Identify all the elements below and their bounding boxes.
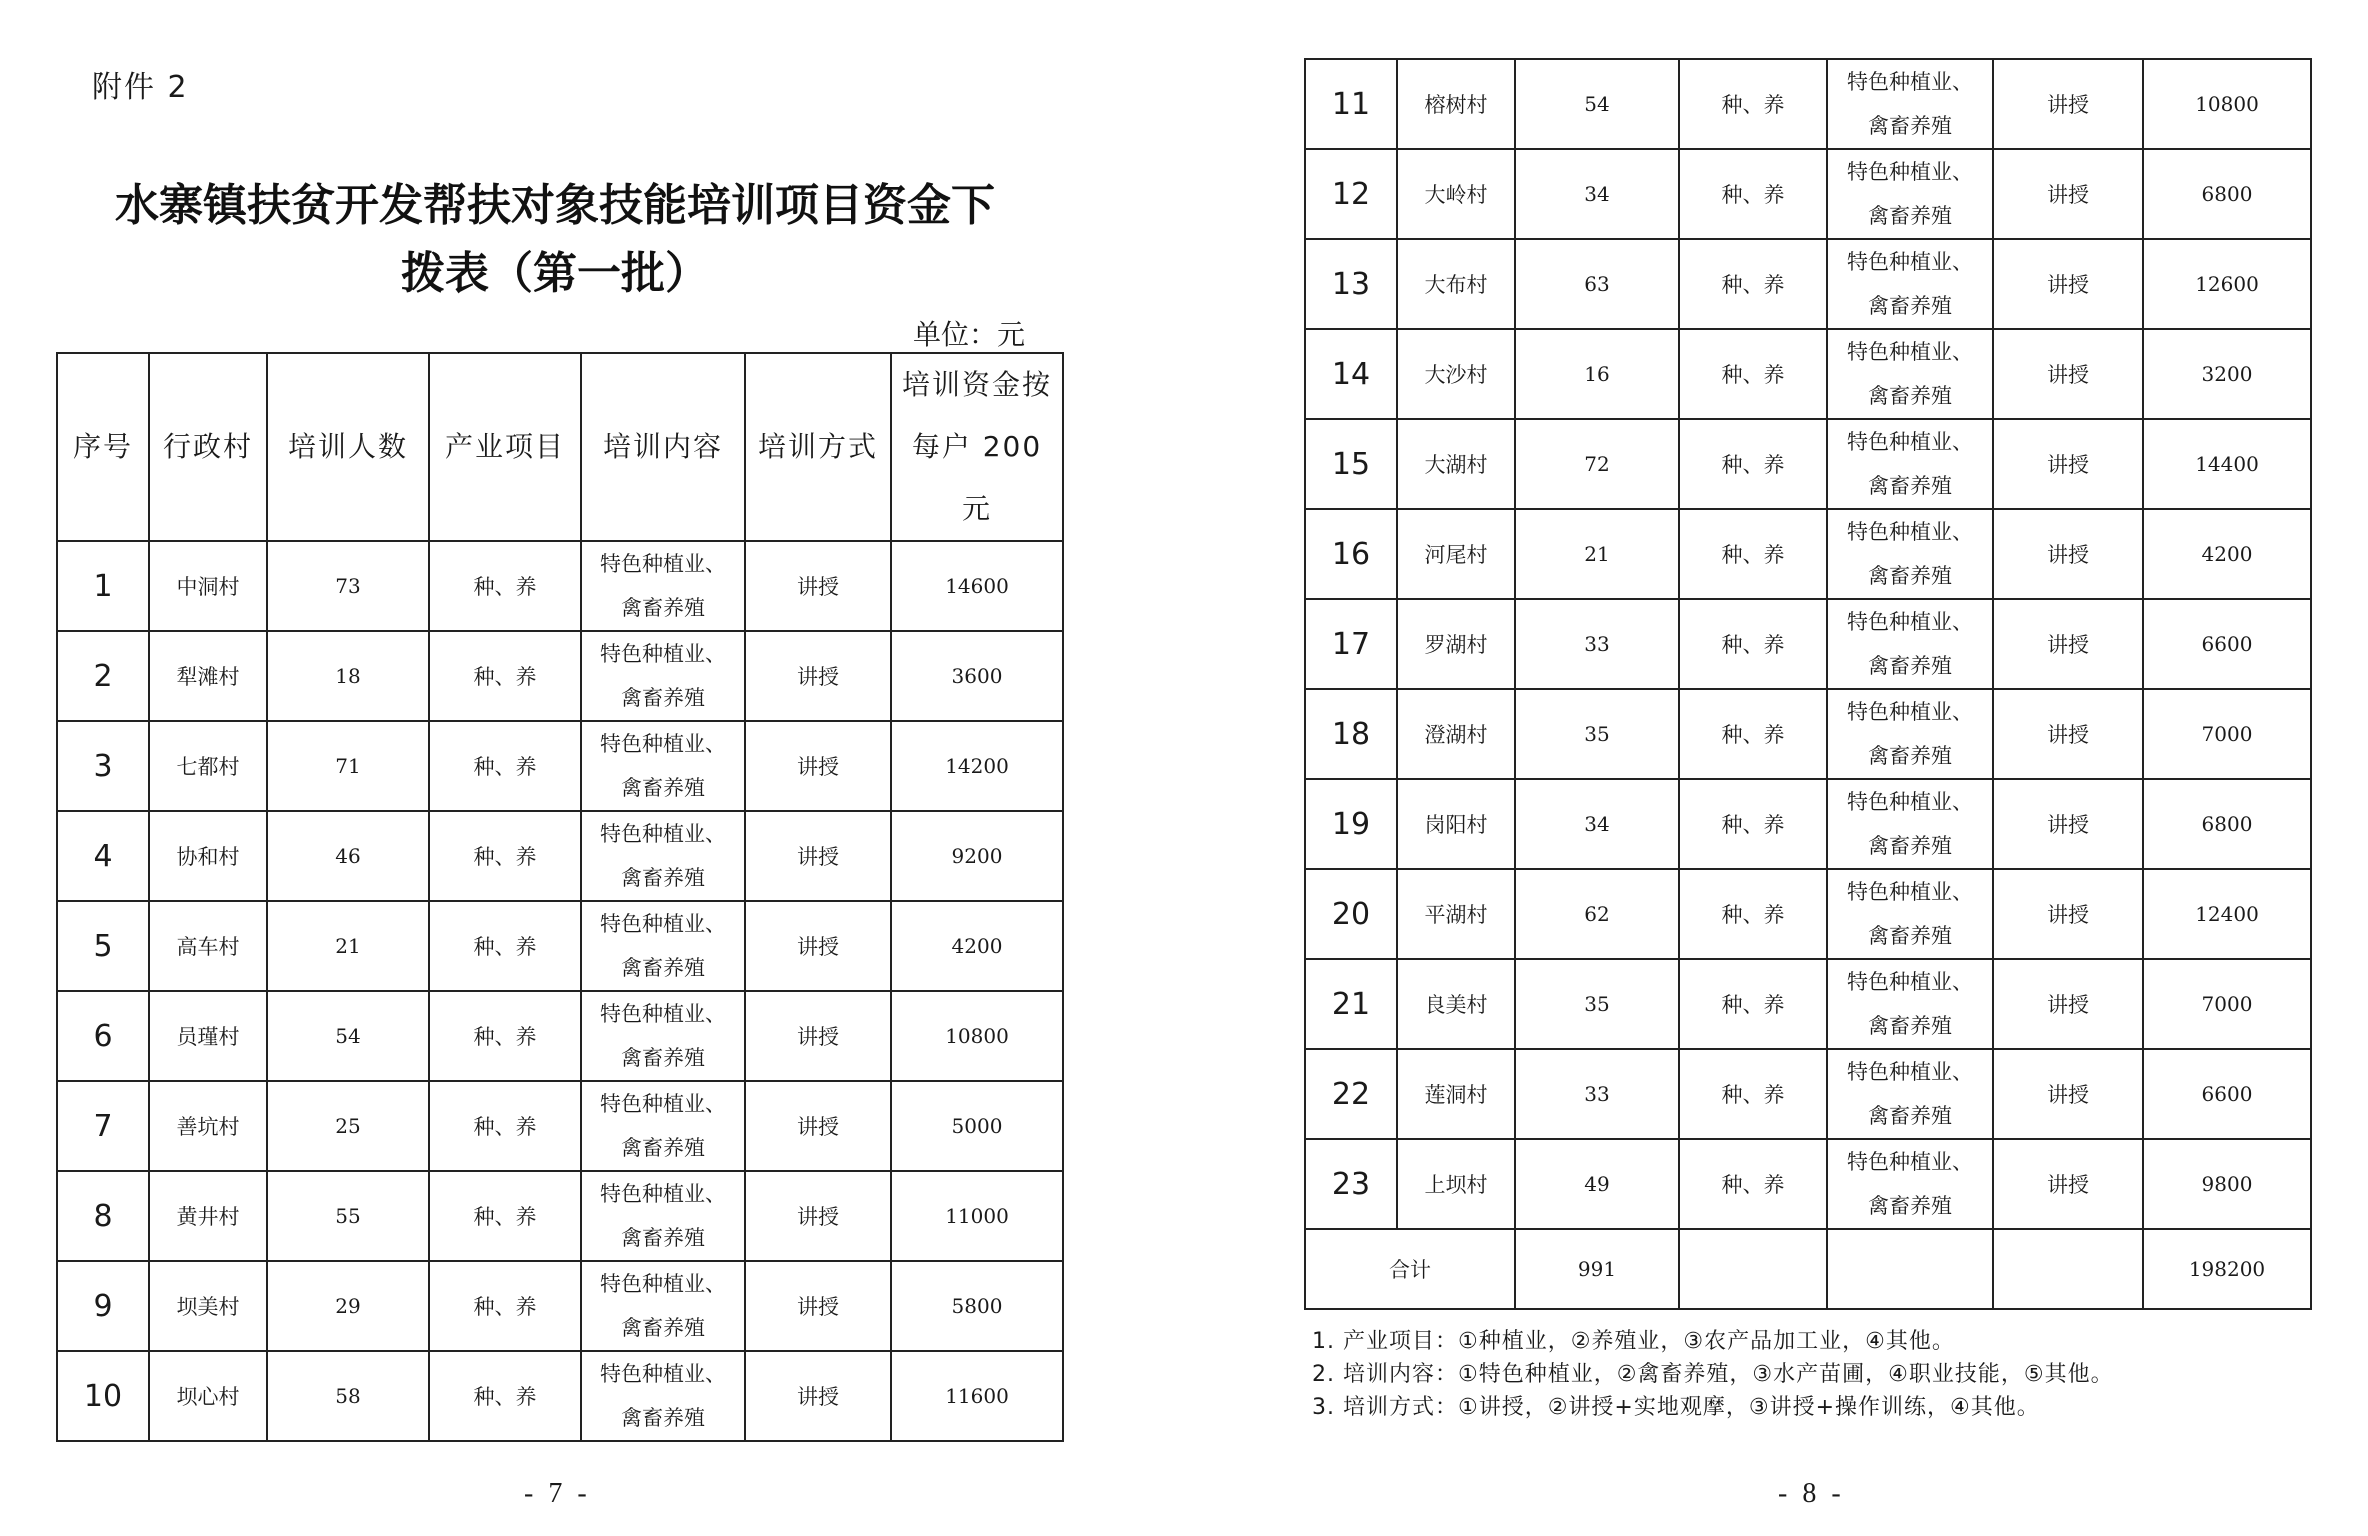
row-industry: 种、养 (1679, 599, 1827, 689)
table-row (57, 1171, 1063, 1261)
row-seq: 19 (1305, 779, 1397, 869)
row-seq: 23 (1305, 1139, 1397, 1229)
total-row (1305, 1229, 2311, 1309)
row-seq: 1 (57, 541, 149, 631)
row-content-line-1: 特色种植业、 (600, 1092, 726, 1116)
row-industry: 种、养 (1679, 329, 1827, 419)
header-fund-line-2: 每户 200 元 (911, 430, 1043, 525)
header-seq: 序号 (57, 353, 149, 541)
row-seq: 4 (57, 811, 149, 901)
row-village: 良美村 (1397, 959, 1515, 1049)
row-village: 罗湖村 (1397, 599, 1515, 689)
row-method: 讲授 (1993, 599, 2143, 689)
row-village: 河尾村 (1397, 509, 1515, 599)
row-content-line-1: 特色种植业、 (600, 1272, 726, 1296)
row-fund: 6600 (2143, 599, 2311, 689)
row-seq: 13 (1305, 239, 1397, 329)
row-content (1827, 149, 1993, 239)
row-content-line-2: 禽畜养殖 (1868, 204, 1952, 228)
row-seq: 21 (1305, 959, 1397, 1049)
row-method: 讲授 (745, 991, 891, 1081)
table-row (57, 721, 1063, 811)
row-trainees: 21 (267, 901, 429, 991)
table-row (1305, 329, 2311, 419)
row-village: 大湖村 (1397, 419, 1515, 509)
row-content (581, 541, 745, 631)
title-line-1: 水寨镇扶贫开发帮扶对象技能培训项目资金下 (115, 180, 995, 231)
row-content (581, 901, 745, 991)
row-fund: 5000 (891, 1081, 1063, 1171)
row-industry: 种、养 (429, 901, 581, 991)
table-row (57, 631, 1063, 721)
row-trainees: 18 (267, 631, 429, 721)
row-content-line-1: 特色种植业、 (1847, 250, 1973, 274)
row-village: 协和村 (149, 811, 267, 901)
row-content (1827, 779, 1993, 869)
row-industry: 种、养 (429, 1171, 581, 1261)
row-fund: 9200 (891, 811, 1063, 901)
row-content-line-2: 禽畜养殖 (621, 1046, 705, 1070)
table-row (57, 901, 1063, 991)
row-method: 讲授 (1993, 59, 2143, 149)
row-trainees: 72 (1515, 419, 1679, 509)
row-content (1827, 329, 1993, 419)
row-content-line-1: 特色种植业、 (1847, 790, 1973, 814)
row-seq: 6 (57, 991, 149, 1081)
row-seq: 15 (1305, 419, 1397, 509)
row-content-line-2: 禽畜养殖 (1868, 114, 1952, 138)
row-method: 讲授 (1993, 959, 2143, 1049)
table-row (57, 1261, 1063, 1351)
row-content-line-1: 特色种植业、 (1847, 700, 1973, 724)
row-seq: 9 (57, 1261, 149, 1351)
note-content: 2. 培训内容：①特色种植业，②禽畜养殖，③水产苗圃，④职业技能，⑤其他。 (1312, 1362, 2114, 1387)
unit-label: 单位：元 (913, 318, 1026, 351)
row-industry: 种、养 (1679, 149, 1827, 239)
row-trainees: 62 (1515, 869, 1679, 959)
total-fund: 198200 (2143, 1229, 2311, 1309)
row-fund: 6600 (2143, 1049, 2311, 1139)
row-content-line-1: 特色种植业、 (1847, 70, 1973, 94)
table-row (1305, 509, 2311, 599)
row-content (1827, 959, 1993, 1049)
table-body-right (1305, 59, 2311, 1229)
row-fund: 5800 (891, 1261, 1063, 1351)
row-content-line-2: 禽畜养殖 (1868, 744, 1952, 768)
total-trainees: 991 (1515, 1229, 1679, 1309)
row-seq: 16 (1305, 509, 1397, 599)
row-trainees: 58 (267, 1351, 429, 1441)
row-village: 犁滩村 (149, 631, 267, 721)
row-industry: 种、养 (429, 631, 581, 721)
row-trainees: 21 (1515, 509, 1679, 599)
row-trainees: 29 (267, 1261, 429, 1351)
row-trainees: 35 (1515, 959, 1679, 1049)
row-trainees: 46 (267, 811, 429, 901)
row-content-line-2: 禽畜养殖 (621, 1406, 705, 1430)
row-seq: 12 (1305, 149, 1397, 239)
row-fund: 3600 (891, 631, 1063, 721)
table-row (1305, 959, 2311, 1049)
row-method: 讲授 (1993, 509, 2143, 599)
table-row (1305, 869, 2311, 959)
row-content (1827, 599, 1993, 689)
row-method: 讲授 (745, 631, 891, 721)
row-content-line-1: 特色种植业、 (1847, 1150, 1973, 1174)
row-seq: 8 (57, 1171, 149, 1261)
row-village: 大布村 (1397, 239, 1515, 329)
row-seq: 22 (1305, 1049, 1397, 1139)
row-village: 平湖村 (1397, 869, 1515, 959)
row-industry: 种、养 (1679, 1139, 1827, 1229)
row-method: 讲授 (1993, 239, 2143, 329)
row-method: 讲授 (745, 1081, 891, 1171)
row-village: 大岭村 (1397, 149, 1515, 239)
header-village: 行政村 (149, 353, 267, 541)
row-content (581, 1261, 745, 1351)
row-fund: 14400 (2143, 419, 2311, 509)
row-content (1827, 419, 1993, 509)
row-trainees: 54 (1515, 59, 1679, 149)
note-industry: 1. 产业项目：①种植业，②养殖业，③农产品加工业，④其他。 (1312, 1329, 1955, 1354)
row-content (1827, 239, 1993, 329)
row-content-line-2: 禽畜养殖 (1868, 1104, 1952, 1128)
header-fund-line-1: 培训资金按 (901, 368, 1052, 401)
header-fund (891, 353, 1063, 541)
funding-table-part-2 (1304, 58, 2312, 1310)
row-fund: 9800 (2143, 1139, 2311, 1229)
header-industry: 产业项目 (429, 353, 581, 541)
row-industry: 种、养 (1679, 239, 1827, 329)
row-content-line-1: 特色种植业、 (600, 552, 726, 576)
row-village: 澄湖村 (1397, 689, 1515, 779)
table-row (57, 1081, 1063, 1171)
row-content-line-2: 禽畜养殖 (621, 596, 705, 620)
row-method: 讲授 (745, 811, 891, 901)
row-trainees: 71 (267, 721, 429, 811)
row-content-line-1: 特色种植业、 (600, 1182, 726, 1206)
row-industry: 种、养 (1679, 779, 1827, 869)
row-content-line-2: 禽畜养殖 (621, 686, 705, 710)
funding-table-part-1 (56, 352, 1064, 1442)
table-row (57, 991, 1063, 1081)
row-fund: 7000 (2143, 959, 2311, 1049)
row-trainees: 54 (267, 991, 429, 1081)
row-content-line-2: 禽畜养殖 (1868, 294, 1952, 318)
row-method: 讲授 (1993, 329, 2143, 419)
row-content (1827, 59, 1993, 149)
row-content-line-2: 禽畜养殖 (621, 1316, 705, 1340)
row-industry: 种、养 (1679, 869, 1827, 959)
row-content-line-1: 特色种植业、 (600, 1362, 726, 1386)
row-content-line-2: 禽畜养殖 (1868, 1014, 1952, 1038)
row-content-line-2: 禽畜养殖 (621, 1226, 705, 1250)
row-content-line-1: 特色种植业、 (1847, 160, 1973, 184)
row-fund: 10800 (891, 991, 1063, 1081)
table-row (1305, 419, 2311, 509)
row-industry: 种、养 (1679, 59, 1827, 149)
row-village: 善坑村 (149, 1081, 267, 1171)
row-trainees: 63 (1515, 239, 1679, 329)
row-content-line-2: 禽畜养殖 (1868, 564, 1952, 588)
row-content (581, 991, 745, 1081)
row-seq: 18 (1305, 689, 1397, 779)
row-industry: 种、养 (1679, 959, 1827, 1049)
row-fund: 14200 (891, 721, 1063, 811)
title-line-2: 拨表（第一批） (401, 248, 709, 299)
row-method: 讲授 (745, 1351, 891, 1441)
total-content-empty (1827, 1229, 1993, 1309)
row-method: 讲授 (745, 901, 891, 991)
row-content (1827, 689, 1993, 779)
note-method: 3. 培训方式：①讲授，②讲授+实地观摩，③讲授+操作训练，④其他。 (1312, 1395, 2040, 1420)
row-content (1827, 1049, 1993, 1139)
row-seq: 14 (1305, 329, 1397, 419)
row-content (581, 631, 745, 721)
row-fund: 4200 (891, 901, 1063, 991)
row-content-line-1: 特色种植业、 (600, 1002, 726, 1026)
row-fund: 4200 (2143, 509, 2311, 599)
row-content-line-2: 禽畜养殖 (1868, 924, 1952, 948)
row-industry: 种、养 (429, 721, 581, 811)
row-method: 讲授 (745, 1171, 891, 1261)
row-trainees: 16 (1515, 329, 1679, 419)
row-trainees: 55 (267, 1171, 429, 1261)
row-method: 讲授 (1993, 869, 2143, 959)
row-fund: 10800 (2143, 59, 2311, 149)
total-label: 合计 (1305, 1229, 1515, 1309)
row-industry: 种、养 (1679, 689, 1827, 779)
row-trainees: 49 (1515, 1139, 1679, 1229)
row-method: 讲授 (1993, 779, 2143, 869)
row-content (581, 721, 745, 811)
table-row (1305, 149, 2311, 239)
table-row (1305, 779, 2311, 869)
row-seq: 7 (57, 1081, 149, 1171)
header-trainees: 培训人数 (267, 353, 429, 541)
total-industry-empty (1679, 1229, 1827, 1309)
table-row (57, 1351, 1063, 1441)
row-industry: 种、养 (429, 541, 581, 631)
row-content-line-1: 特色种植业、 (1847, 340, 1973, 364)
row-content-line-2: 禽畜养殖 (1868, 474, 1952, 498)
row-industry: 种、养 (429, 991, 581, 1081)
row-seq: 5 (57, 901, 149, 991)
row-content-line-1: 特色种植业、 (1847, 610, 1973, 634)
notes-section (1312, 1325, 2114, 1424)
row-trainees: 34 (1515, 149, 1679, 239)
row-content-line-1: 特色种植业、 (600, 732, 726, 756)
page-number-left: - 7 - (524, 1478, 591, 1509)
row-village: 中洞村 (149, 541, 267, 631)
table-row (1305, 1049, 2311, 1139)
row-content (1827, 869, 1993, 959)
row-method: 讲授 (1993, 419, 2143, 509)
row-content-line-1: 特色种植业、 (600, 912, 726, 936)
row-village: 员瑾村 (149, 991, 267, 1081)
row-trainees: 33 (1515, 1049, 1679, 1139)
table-row (57, 811, 1063, 901)
row-method: 讲授 (1993, 149, 2143, 239)
row-fund: 11600 (891, 1351, 1063, 1441)
row-content (581, 1081, 745, 1171)
row-seq: 3 (57, 721, 149, 811)
row-content (1827, 1139, 1993, 1229)
row-content (581, 1351, 745, 1441)
row-method: 讲授 (1993, 1139, 2143, 1229)
row-village: 莲洞村 (1397, 1049, 1515, 1139)
row-fund: 6800 (2143, 149, 2311, 239)
document-title (60, 172, 1050, 308)
row-village: 黄井村 (149, 1171, 267, 1261)
row-content-line-2: 禽畜养殖 (621, 956, 705, 980)
row-content-line-2: 禽畜养殖 (621, 866, 705, 890)
row-seq: 20 (1305, 869, 1397, 959)
row-content-line-1: 特色种植业、 (600, 822, 726, 846)
row-content-line-1: 特色种植业、 (1847, 880, 1973, 904)
row-fund: 7000 (2143, 689, 2311, 779)
row-content-line-1: 特色种植业、 (1847, 520, 1973, 544)
row-fund: 3200 (2143, 329, 2311, 419)
row-village: 榕树村 (1397, 59, 1515, 149)
table-row (1305, 599, 2311, 689)
row-fund: 6800 (2143, 779, 2311, 869)
row-content-line-1: 特色种植业、 (1847, 430, 1973, 454)
row-fund: 12600 (2143, 239, 2311, 329)
row-village: 坝美村 (149, 1261, 267, 1351)
table-row (1305, 239, 2311, 329)
page-number-right: - 8 - (1778, 1478, 1845, 1509)
row-village: 七都村 (149, 721, 267, 811)
table-body-left (57, 541, 1063, 1441)
row-content-line-2: 禽畜养殖 (621, 1136, 705, 1160)
table-row (1305, 59, 2311, 149)
row-method: 讲授 (1993, 1049, 2143, 1139)
row-fund: 12400 (2143, 869, 2311, 959)
row-industry: 种、养 (1679, 419, 1827, 509)
row-method: 讲授 (745, 721, 891, 811)
row-content-line-2: 禽畜养殖 (1868, 1194, 1952, 1218)
table-row (1305, 1139, 2311, 1229)
row-village: 大沙村 (1397, 329, 1515, 419)
row-content-line-1: 特色种植业、 (1847, 970, 1973, 994)
header-method: 培训方式 (745, 353, 891, 541)
row-trainees: 33 (1515, 599, 1679, 689)
row-village: 上坝村 (1397, 1139, 1515, 1229)
row-fund: 14600 (891, 541, 1063, 631)
table-header-row (57, 353, 1063, 541)
attachment-label: 附件 2 (92, 70, 189, 105)
row-content-line-2: 禽畜养殖 (1868, 834, 1952, 858)
row-village: 坝心村 (149, 1351, 267, 1441)
header-content: 培训内容 (581, 353, 745, 541)
row-industry: 种、养 (429, 1261, 581, 1351)
table-row (1305, 689, 2311, 779)
row-seq: 11 (1305, 59, 1397, 149)
row-content (581, 1171, 745, 1261)
row-seq: 10 (57, 1351, 149, 1441)
row-content-line-1: 特色种植业、 (600, 642, 726, 666)
row-industry: 种、养 (1679, 509, 1827, 599)
row-village: 岗阳村 (1397, 779, 1515, 869)
row-industry: 种、养 (429, 1081, 581, 1171)
row-industry: 种、养 (429, 1351, 581, 1441)
row-seq: 2 (57, 631, 149, 721)
row-content (1827, 509, 1993, 599)
row-content-line-1: 特色种植业、 (1847, 1060, 1973, 1084)
row-method: 讲授 (745, 541, 891, 631)
row-content-line-2: 禽畜养殖 (1868, 654, 1952, 678)
total-method-empty (1993, 1229, 2143, 1309)
row-trainees: 35 (1515, 689, 1679, 779)
table-row (57, 541, 1063, 631)
row-content-line-2: 禽畜养殖 (621, 776, 705, 800)
row-trainees: 73 (267, 541, 429, 631)
row-trainees: 25 (267, 1081, 429, 1171)
row-trainees: 34 (1515, 779, 1679, 869)
row-village: 高车村 (149, 901, 267, 991)
row-seq: 17 (1305, 599, 1397, 689)
row-method: 讲授 (1993, 689, 2143, 779)
row-industry: 种、养 (1679, 1049, 1827, 1139)
row-content-line-2: 禽畜养殖 (1868, 384, 1952, 408)
row-method: 讲授 (745, 1261, 891, 1351)
row-fund: 11000 (891, 1171, 1063, 1261)
row-industry: 种、养 (429, 811, 581, 901)
row-content (581, 811, 745, 901)
